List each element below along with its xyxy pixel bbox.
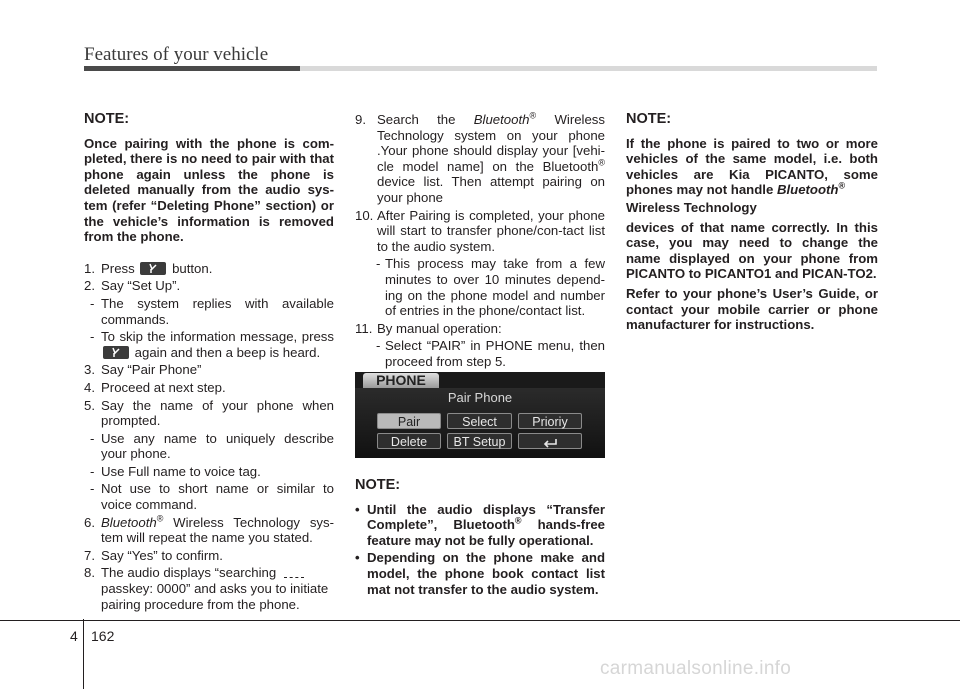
- step-text: Say “Yes” to confirm.: [101, 547, 223, 563]
- note-heading: NOTE:: [355, 477, 401, 493]
- note-text: Wireless Technology: [626, 199, 757, 215]
- dash: -: [90, 463, 95, 479]
- bullet-dot: •: [355, 550, 360, 566]
- step-number: 8.: [84, 565, 95, 581]
- dash: -: [376, 338, 381, 354]
- note-text-part: If the phone is paired to two or more vehicles of the same model, i.e. both vehicles are Kia PICANTO, some phones may not handle: [626, 135, 878, 198]
- bt-setup-button[interactable]: BT Setup: [447, 433, 512, 449]
- header-rule: [84, 66, 877, 71]
- step-text: device list. Then attempt pairing on your phone: [377, 174, 605, 205]
- bluetooth-brand: Bluetooth: [101, 514, 157, 530]
- step-text: Search the: [377, 112, 474, 127]
- step-number: 10.: [355, 207, 374, 223]
- step-2: [84, 278, 334, 294]
- registered-mark: ®: [529, 110, 537, 121]
- delete-button[interactable]: Delete: [377, 433, 441, 449]
- step-4: [84, 380, 334, 396]
- step-text: Wireless Technology system on your phone .Your phone should display your [vehi-cle model name] on the Bluetooth: [377, 112, 605, 174]
- step-number: 9.: [355, 112, 366, 127]
- dash: -: [376, 256, 381, 272]
- registered-mark: ®: [156, 513, 164, 524]
- step-number: 7.: [84, 547, 95, 563]
- step-text: button.: [172, 260, 213, 276]
- screen-title: Pair Phone: [447, 390, 513, 405]
- dash: -: [90, 430, 95, 446]
- header-rule-accent: [84, 66, 300, 71]
- step-5: [84, 398, 334, 429]
- select-button[interactable]: Select: [447, 413, 512, 429]
- step-text: Wireless Technology sys-tem will repeat the name you stated.: [101, 514, 334, 546]
- step-text: Say “Set Up”.: [101, 278, 181, 294]
- step-text: Say the name of your phone when prompted.: [101, 397, 334, 429]
- footer-divider: [83, 619, 84, 689]
- step-7: [84, 548, 334, 564]
- step-11-sub-1: [355, 338, 605, 369]
- blank-placeholder: [284, 569, 304, 578]
- step-text: Proceed at next step.: [101, 379, 226, 395]
- step-10-sub-1: [355, 256, 605, 318]
- note-text: Once pairing with the phone is com-pleted, there is no need to pair with that phone again unless the phone is deleted manually from the audio sys-tem (refer “Deleting Phone” section) or the vehicle’s information is removed from the phone.: [84, 135, 334, 245]
- step-text: The audio displays “searching: [101, 565, 277, 581]
- bluetooth-brand: Bluetooth: [473, 112, 530, 127]
- registered-mark: ®: [838, 180, 846, 191]
- step-number: 6.: [84, 514, 95, 530]
- step-number: 3.: [84, 362, 95, 378]
- step-number: 1.: [84, 260, 95, 276]
- dash: -: [90, 295, 95, 311]
- phone-menu-screen: [355, 372, 605, 458]
- step-5-sub-3: [84, 481, 334, 512]
- step-text: Press: [101, 260, 135, 276]
- dash: -: [90, 481, 95, 497]
- note-2-block: [355, 478, 605, 597]
- step-9: [355, 112, 605, 206]
- pair-button[interactable]: Pair: [377, 413, 441, 429]
- voice-talk-button-icon: [103, 346, 129, 359]
- voice-talk-button-icon: [140, 262, 166, 275]
- sub-text: Use any name to uniquely describe your phone.: [101, 430, 334, 462]
- step-number: 5.: [84, 397, 95, 413]
- column-3: [626, 112, 878, 333]
- step-11: [355, 321, 605, 337]
- step-6: [84, 515, 334, 546]
- column-1: [84, 112, 334, 612]
- dash: -: [90, 329, 95, 345]
- sub-text: The system replies with available commands.: [101, 295, 334, 327]
- step-text: After Pairing is completed, your phone will start to transfer phone/con-tact list to the audio system.: [377, 207, 605, 254]
- step-2-sub-2: [84, 329, 334, 360]
- sub-text: Use Full name to voice tag.: [101, 463, 261, 479]
- phone-tab[interactable]: PHONE: [363, 373, 439, 388]
- footer-rule: [0, 620, 960, 621]
- note-heading: NOTE:: [84, 111, 130, 127]
- sub-text: Not use to short name or similar to voice command.: [101, 481, 334, 513]
- step-text: By manual operation:: [377, 320, 502, 336]
- return-arrow-icon: [541, 436, 559, 448]
- bullet-dot: •: [355, 501, 360, 517]
- back-button[interactable]: [518, 433, 582, 449]
- watermark-text: carmanualsonline.info: [600, 658, 792, 679]
- sub-text: This process may take from a few minutes to over 10 minutes depend-ing on the phone model and number of entries in the phone/contact list.: [385, 256, 605, 319]
- priority-button[interactable]: Prioriy: [518, 413, 582, 429]
- step-number: 4.: [84, 379, 95, 395]
- step-10: [355, 208, 605, 255]
- step-text: passkey: 0000” and asks you to initiate pairing procedure from the phone.: [101, 581, 329, 612]
- step-3: [84, 362, 334, 378]
- step-5-sub-2: [84, 464, 334, 480]
- registered-mark: ®: [514, 515, 522, 526]
- sub-text: again and then a beep is heard.: [134, 344, 321, 360]
- sub-text: Select “PAIR” in PHONE menu, then proceed from step 5.: [385, 338, 605, 369]
- section-number: 4: [70, 628, 78, 644]
- step-number: 11.: [355, 320, 373, 336]
- step-2-sub-1: [84, 296, 334, 327]
- registered-mark: ®: [598, 157, 605, 168]
- bullet-item: [355, 502, 605, 549]
- bullet-text: hands-free feature may not be fully operational.: [367, 517, 605, 548]
- sub-text: To skip the information message, press: [101, 329, 334, 345]
- step-text: Say “Pair Phone”: [101, 362, 202, 378]
- note-text: devices of that name correctly. In this case, you may need to change the name displayed on your phone from PICANTO to PICANTO1 and PICAN-TO2.: [626, 219, 878, 282]
- note-text: [626, 136, 878, 198]
- bullet-text: Depending on the phone make and model, the phone book contact list mat not transfer to the audio system.: [367, 550, 605, 597]
- step-8: [84, 565, 334, 612]
- bullet-text: Until the audio displays “Transfer Complete”, Bluetooth: [367, 501, 605, 533]
- bullet-item: [355, 550, 605, 597]
- bluetooth-brand: Bluetooth: [776, 182, 839, 198]
- page-header-title: Features of your vehicle: [84, 44, 269, 65]
- page-number: 162: [91, 628, 115, 644]
- step-1: [84, 261, 334, 277]
- note-heading: NOTE:: [626, 111, 672, 127]
- note-text: Refer to your phone’s User’s Guide, or contact your mobile carrier or phone manufacturer for instructions.: [626, 285, 878, 333]
- step-number: 2.: [84, 278, 95, 294]
- step-5-sub-1: [84, 431, 334, 462]
